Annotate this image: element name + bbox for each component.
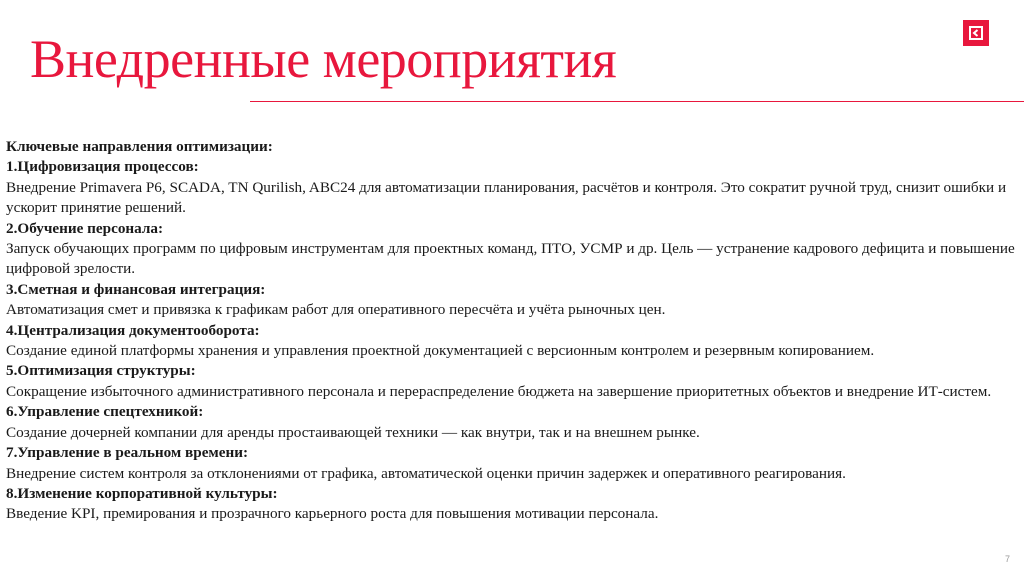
section-text: Запуск обучающих программ по цифровым инструментам для проектных команд, ПТО, УСМР и др. Цель — устранение кадрового дефицита и повышение цифровой зрелости. — [6, 240, 1015, 278]
section-heading: 2.Обучение персонала: — [6, 219, 164, 237]
section-text: Внедрение систем контроля за отклонениями от графика, автоматической оценки причин задержек и оперативного реагирования. — [6, 464, 846, 482]
section-heading: 5.Оптимизация структуры: — [6, 362, 196, 380]
section-text: Автоматизация смет и привязка к графикам работ для оперативного пересчёта и учёта рыночных цен. — [6, 301, 666, 319]
slide-title: Внедренные мероприятия — [30, 29, 617, 89]
title-divider — [250, 101, 1024, 102]
back-arrow-icon — [969, 26, 983, 40]
page-number: 7 — [1004, 554, 1010, 564]
section-heading: 8.Изменение корпоративной культуры: — [6, 484, 278, 502]
section-text: Внедрение Primavera P6, SCADA, TN Qurilish, ABC24 для автоматизации планирования, расчётов и контроля. Это сократит ручной труд, снизит ошибки и ускорит принятие решений. — [6, 178, 1007, 217]
back-button[interactable] — [963, 20, 989, 46]
intro-heading: Ключевые направления оптимизации: — [6, 138, 273, 155]
slide-content — [6, 137, 1016, 525]
section-text: Создание дочерней компании для аренды простаивающей техники — как внутри, так и на внешнем рынке. — [6, 423, 700, 441]
section-heading: 1.Цифровизация процессов: — [6, 158, 199, 176]
section-heading: 4.Централизация документооборота: — [6, 321, 260, 339]
section-text: Введение KPI, премирования и прозрачного карьерного роста для повышения мотивации персонала. — [6, 505, 659, 523]
section-heading: 7.Управление в реальном времени: — [6, 444, 249, 462]
section-text: Создание единой платформы хранения и управления проектной документацией с версионным контролем и резервным копированием. — [6, 342, 875, 360]
section-text: Сокращение избыточного административного персонала и перераспределение бюджета на завершение приоритетных объектов и внедрение ИТ-систем. — [6, 382, 992, 400]
section-heading: 6.Управление спецтехникой: — [6, 403, 204, 421]
section-heading: 3.Сметная и финансовая интеграция: — [6, 280, 266, 298]
